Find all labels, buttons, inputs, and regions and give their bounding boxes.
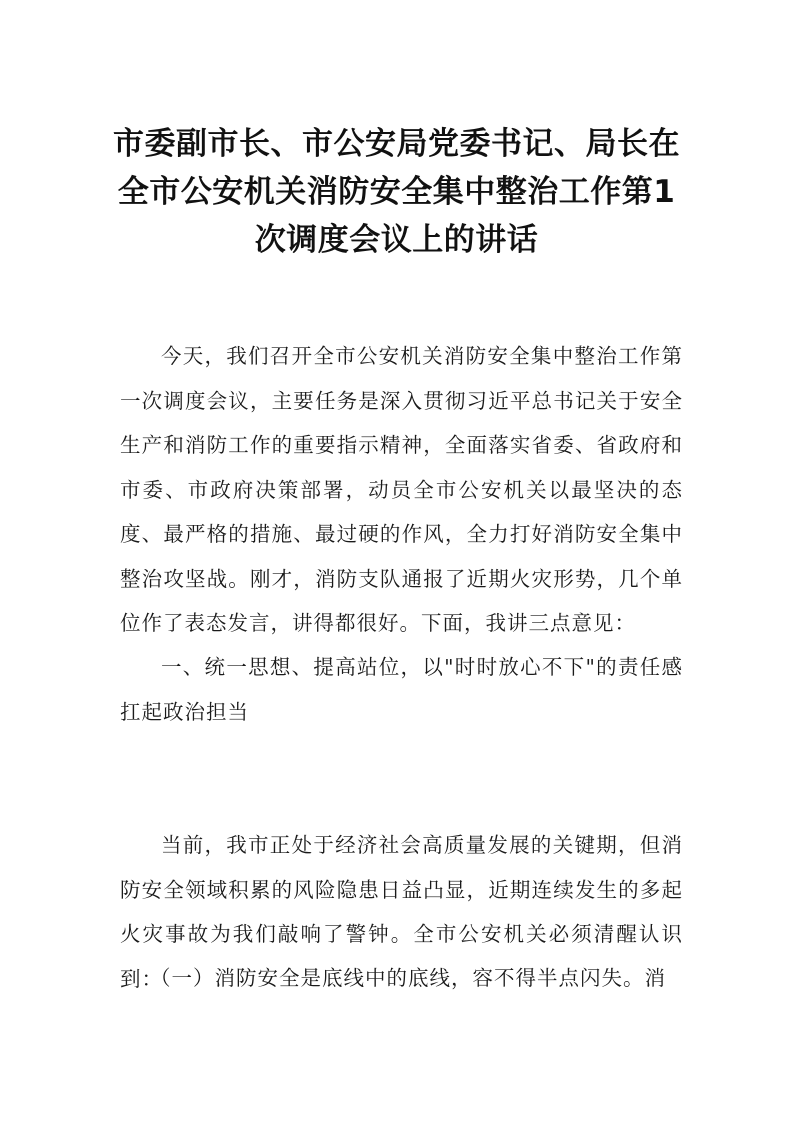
section-heading-one: 一、统一思想、提高站位，以"时时放心不下"的责任感扛起政治担当 bbox=[120, 655, 683, 724]
intro-paragraph: 今天，我们召开全市公安机关消防安全集中整治工作第一次调度会议，主要任务是深入贯彻习近平总书记关于安全生产和消防工作的重要指示精神，全面落实省委、省政府和市委、市政府决策部署，动员全市公安机关以最坚决的态度、最严格的措施、最过硬的作风，全力打好消防安全集中整治攻坚战。刚才，消防支队通报了近期火灾形势，几个单位作了表态发言，讲得都很好。下面，我讲三点意见： bbox=[120, 344, 683, 635]
situation-paragraph: 当前，我市正处于经济社会高质量发展的关键期，但消防安全领域积累的风险隐患日益凸显，近期连续发生的多起火灾事故为我们敲响了警钟。全市公安机关必须清醒认识到： bbox=[120, 833, 683, 991]
subsection-one-paragraph: （一）消防安全是底线中的底线，容不得半点闪失。消 bbox=[150, 966, 666, 990]
document-title: 市委副市长、市公安局党委书记、局长在全市公安机关消防安全集中整治工作第1次调度会议上的讲话 bbox=[113, 126, 680, 258]
